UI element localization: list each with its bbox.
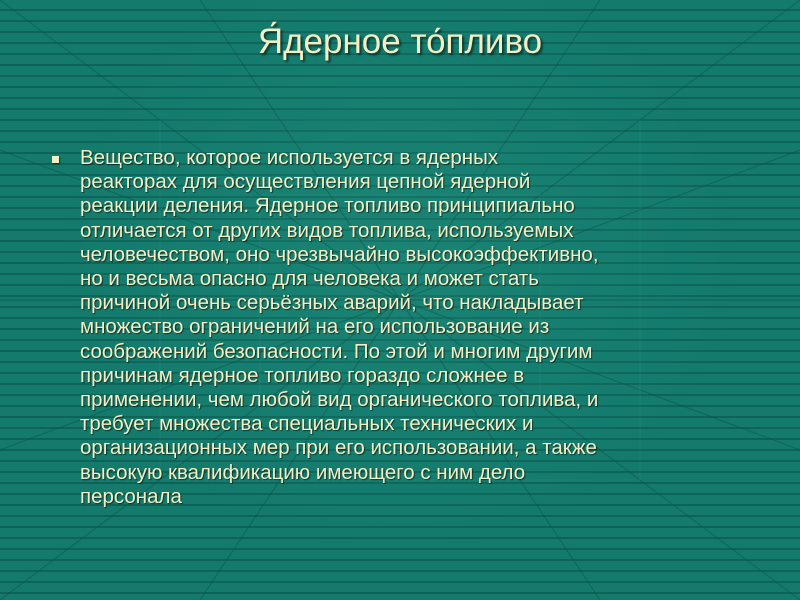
- bullet-list: [48, 146, 768, 509]
- bullet-text: Вещество, которое используется в ядерных реакторах для осуществления цепной ядерной реакции деления. Ядерное топливо принципиально отличается от других видов топлива, используемых человечеством, оно чрезвычайно высокоэффективно, но и весьма опасно для человека и может стать причиной очень серьёзных аварий, что накладывает множество ограничений на его использование из соображений безопасности. По этой и многим другим причинам ядерное топливо гораздо сложнее в применении, чем любой вид органического топлива, и требует множества специальных технических и организационных мер при его использовании, а также высокую квалификацию имеющего с ним дело персонала: [80, 146, 599, 508]
- square-bullet-icon: [52, 156, 59, 163]
- bullet-item: [48, 146, 768, 509]
- slide-title: Я́дерное то́пливо: [257, 22, 543, 61]
